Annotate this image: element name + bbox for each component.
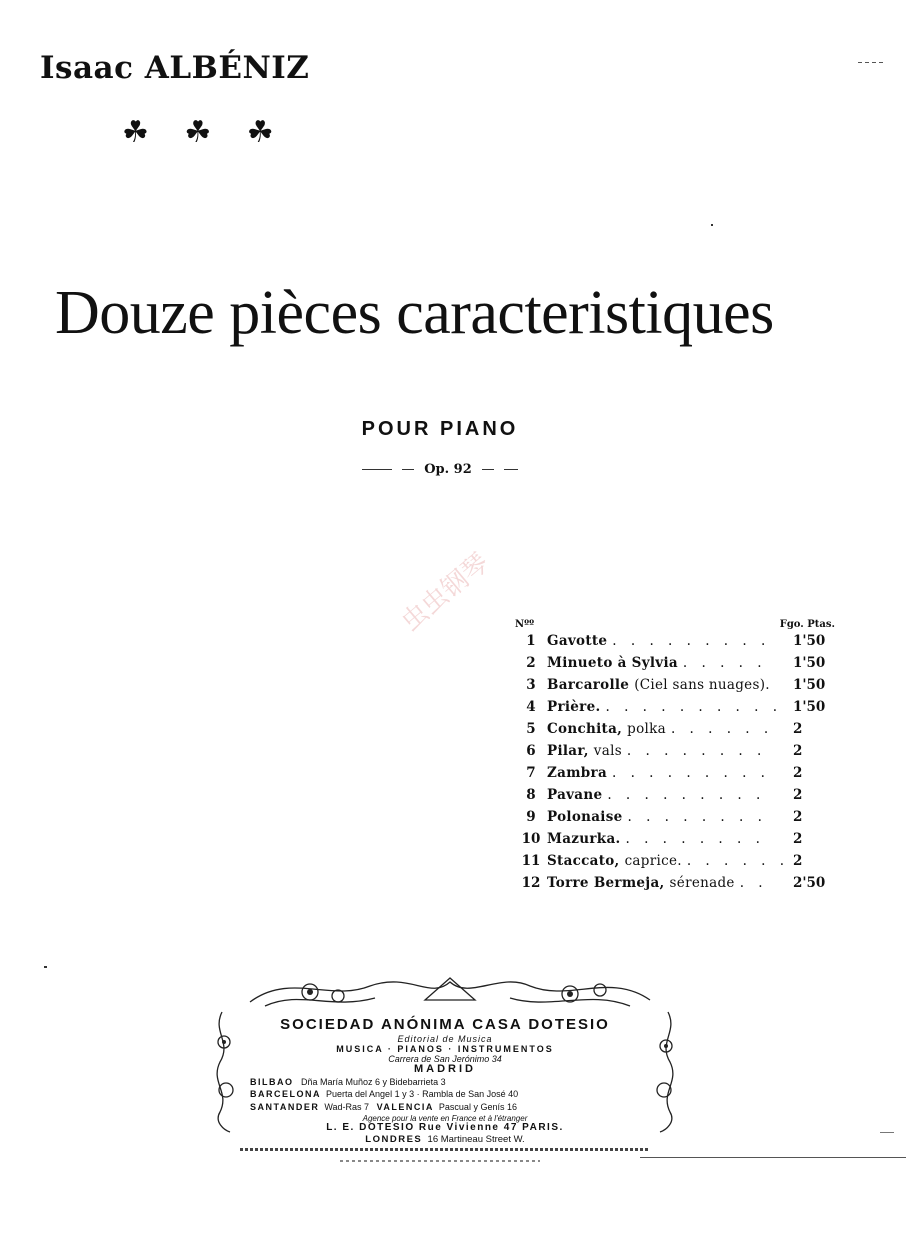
opus-dash-right2 (504, 469, 518, 470)
branch-address: Dña María Muñoz 6 y Bidebarrieta 3 (301, 1077, 446, 1087)
toc-item-number: 10 (521, 831, 541, 847)
toc-item-leader: . . . . . (682, 655, 767, 671)
toc-item-subtitle: sérenade (669, 875, 735, 891)
toc-item (515, 740, 835, 762)
toc-item-leader: . . . . . . . . . (612, 633, 771, 649)
toc-item-title (547, 875, 789, 891)
toc-item (515, 850, 835, 872)
footer-rule (640, 1157, 906, 1158)
toc-item-leader: . . . . . . . . . . (605, 699, 783, 715)
fine-print (340, 1160, 540, 1162)
toc-item-title (547, 699, 789, 715)
toc-price-header: Fgo. Ptas. (779, 619, 835, 630)
toc-item (515, 828, 835, 850)
composer-name: Isaac ALBÉNIZ (40, 50, 310, 86)
branch-city: BARCELONA (250, 1089, 321, 1099)
toc-item-name: Gavotte (547, 633, 608, 649)
publisher-trades: MUSICA · PIANOS · INSTRUMENTOS (336, 1044, 554, 1054)
toc-item (515, 674, 835, 696)
toc-item-price: 2 (793, 765, 803, 781)
publisher-address: Carrera de San Jerónimo 34 (388, 1054, 502, 1064)
toc-item-number: 4 (526, 699, 536, 715)
toc-item-price: 1'50 (793, 633, 826, 649)
branch-address: Puerta del Angel 1 y 3 · Rambla de San José 40 (326, 1089, 519, 1099)
toc-item-price: 2 (793, 809, 803, 825)
corner-dash (858, 62, 886, 63)
toc-item-title (547, 655, 789, 671)
toc-item-price: 2 (793, 853, 803, 869)
toc-item-name: Polonaise (547, 809, 623, 825)
opus-dash-right (482, 469, 494, 470)
toc-list (515, 630, 835, 894)
toc-item-name: Conchita, (547, 721, 623, 737)
toc-item (515, 696, 835, 718)
toc-item-title (547, 677, 789, 693)
branch-barcelona (250, 1089, 518, 1099)
toc-item-price: 1'50 (793, 677, 826, 693)
toc-item (515, 872, 835, 894)
toc-item-title (547, 765, 789, 781)
agency-note: Agence pour la vente en France et à l'étranger (362, 1114, 528, 1123)
opus-number: Op. 92 (424, 462, 472, 477)
watermark: 虫虫钢琴 (395, 547, 495, 638)
branch-city: BILBAO (250, 1077, 294, 1087)
toc-item-price: 1'50 (793, 699, 826, 715)
toc-item-leader: . . . . . . . . (627, 809, 767, 825)
toc-item-name: Zambra (547, 765, 607, 781)
toc-item-name: Barcarolle (547, 677, 630, 693)
page-title: Douze pièces caracteristiques (55, 279, 774, 347)
publisher-subtitle: Editorial de Musica (397, 1034, 493, 1044)
toc-item-name: Mazurka. (547, 831, 621, 847)
branch-address: Pascual y Genís 16 (438, 1102, 517, 1112)
toc-item-title (547, 633, 789, 649)
toc-item-name: Pavane (547, 787, 603, 803)
table-of-contents (515, 612, 835, 894)
publisher-city: MADRID (414, 1063, 476, 1075)
toc-item (515, 784, 835, 806)
toc-item-number: 11 (521, 853, 541, 869)
toc-item-number: 8 (526, 787, 536, 803)
toc-item-leader: . . . . . . . . . (607, 787, 766, 803)
toc-item-number: 12 (521, 875, 541, 891)
toc-item-number: 7 (526, 765, 536, 781)
branch-londres (210, 1134, 680, 1145)
toc-item-title (547, 721, 789, 737)
toc-item-leader: . . . . . . . . (626, 743, 767, 759)
toc-item (515, 652, 835, 674)
toc-item-leader: . . . . . . . . . (612, 765, 770, 781)
toc-item-title (547, 743, 789, 759)
toc-item (515, 718, 835, 740)
speck (711, 224, 713, 226)
toc-item-number: 1 (526, 633, 536, 649)
toc-item-subtitle: vals (593, 743, 622, 759)
toc-item-name: Torre Bermeja, (547, 875, 665, 891)
branch-city: SANTANDER (250, 1102, 320, 1112)
clover-ornament: ☘ ☘ ☘ (122, 116, 288, 149)
toc-item-leader: . . . . . . . . (625, 831, 765, 847)
toc-item-number: 6 (526, 743, 536, 759)
toc-item-name: Staccato, (547, 853, 620, 869)
publisher-name: SOCIEDAD ANÓNIMA CASA DOTESIO (280, 1016, 610, 1033)
toc-item-price: 2 (793, 787, 803, 803)
toc-item (515, 630, 835, 652)
toc-item-title (547, 853, 789, 869)
toc-item-name: Pilar, (547, 743, 589, 759)
opus-dash-left2 (402, 469, 414, 470)
toc-item-price: 2 (793, 743, 803, 759)
toc-item-leader: . . (739, 875, 768, 891)
toc-item-leader: . . . . . . (670, 721, 774, 737)
toc-item-name: Minueto à Sylvia (547, 655, 678, 671)
toc-item-title (547, 809, 789, 825)
subtitle: POUR PIANO (361, 418, 519, 440)
toc-item-number: 9 (526, 809, 536, 825)
toc-item (515, 806, 835, 828)
toc-item-subtitle: caprice. (624, 853, 682, 869)
toc-item-price: 2'50 (793, 875, 826, 891)
toc-item-name: Prière. (547, 699, 601, 715)
toc-item-price: 1'50 (793, 655, 826, 671)
branch-address: Wad-Ras 7 (324, 1102, 370, 1112)
toc-item-leader: . . . . . . (686, 853, 789, 869)
toc-item (515, 762, 835, 784)
toc-item-title (547, 787, 789, 803)
publisher-imprint (210, 972, 680, 1168)
toc-header (515, 612, 835, 630)
fine-print (240, 1148, 650, 1151)
toc-item-price: 2 (793, 831, 803, 847)
toc-item-number: 5 (526, 721, 536, 737)
branch-city: VALENCIA (376, 1102, 434, 1112)
toc-number-header: Nºº (515, 619, 535, 630)
branch-address: 16 Martineau Street W. (427, 1134, 525, 1145)
toc-item-price: 2 (793, 721, 803, 737)
branch-santander-valencia (250, 1102, 517, 1112)
opus-line (320, 462, 560, 477)
branch-bilbao (250, 1077, 446, 1087)
toc-item-subtitle: (Ciel sans nuages). (634, 677, 770, 693)
paris-agent: L. E. DOTESIO Rue Vivienne 47 PARIS. (326, 1122, 564, 1133)
opus-dash-left (362, 469, 392, 470)
toc-item-title (547, 831, 789, 847)
toc-item-number: 2 (526, 655, 536, 671)
speck (44, 966, 47, 968)
toc-item-number: 3 (526, 677, 536, 693)
footer-rule (880, 1132, 894, 1133)
toc-item-subtitle: polka (627, 721, 666, 737)
branch-city: LONDRES (365, 1134, 423, 1145)
